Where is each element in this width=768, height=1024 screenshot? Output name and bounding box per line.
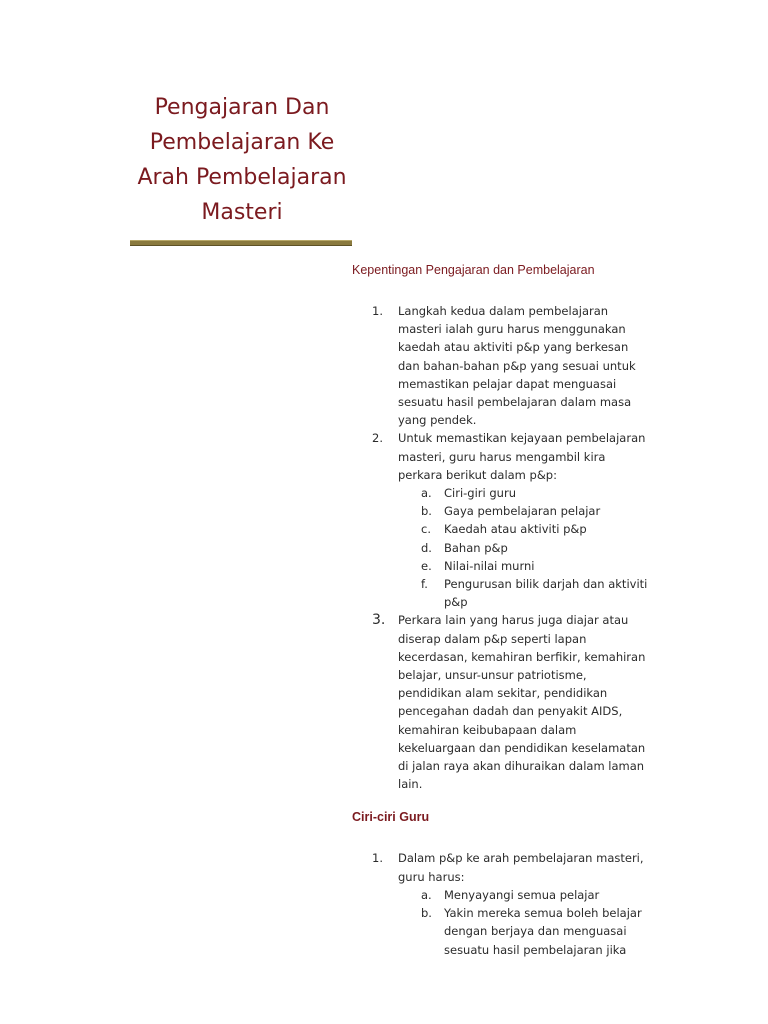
main-content: [352, 256, 652, 959]
section-heading-ciri-ciri-guru: Ciri-ciri Guru: [352, 810, 430, 825]
list-item-text: Perkara lain yang harus juga diajar atau diserap dalam p&p seperti lapan kecerdasan, kemahiran berfikir, kemahiran belajar, unsur-unsur patriotisme, pendidikan alam sekitar, pendidikan pencegahan dadah dan penyakit AIDS, kemahiran keibubapaan dalam kekeluargaan dan pendidikan keselamatan di jalan raya akan dihuraikan dalam laman lain.: [398, 613, 646, 792]
sub-list-text: Gaya pembelajaran pelajar: [444, 504, 601, 519]
page-title: Pengajaran Dan Pembelajaran Ke Arah Pembelajaran Masteri: [137, 95, 347, 225]
sub-list-letter: e.: [421, 558, 432, 573]
sub-list-letter: d.: [421, 540, 432, 555]
sub-list-text: Pengurusan bilik darjah dan aktiviti p&p: [444, 577, 648, 610]
sub-list-letter: f.: [421, 577, 428, 592]
sub-list-text: Bahan p&p: [444, 540, 508, 555]
sub-list: [398, 886, 652, 959]
sub-list-text: Ciri-giri guru: [444, 486, 516, 501]
sub-list: [398, 484, 652, 611]
sub-list-item: [398, 557, 652, 575]
list-item: [352, 429, 652, 611]
kepentingan-list: [352, 302, 652, 793]
list-item: [352, 302, 652, 429]
sub-list-item: [398, 520, 652, 538]
sub-list-letter: b.: [421, 504, 432, 519]
sub-list-letter: a.: [421, 887, 432, 902]
list-number: 1.: [372, 304, 383, 318]
list-item-text: Untuk memastikan kejayaan pembelajaran masteri, guru harus mengambil kira perkara berikut dalam p&p:: [398, 431, 646, 482]
list-number: 1.: [372, 851, 383, 866]
sub-list-item: [398, 484, 652, 502]
list-item: [352, 611, 652, 793]
title-block: [130, 90, 354, 246]
list-number: 3.: [372, 612, 386, 629]
sub-list-letter: a.: [421, 486, 432, 501]
ciri-ciri-guru-list: [352, 849, 652, 958]
sub-list-text: Menyayangi semua pelajar: [444, 887, 600, 902]
list-item-text: Dalam p&p ke arah pembelajaran masteri, guru harus:: [398, 851, 644, 884]
sub-list-item: [398, 575, 652, 611]
list-item-text: Langkah kedua dalam pembelajaran masteri ialah guru harus menggunakan kaedah atau aktiviti p&p yang berkesan dan bahan-bahan p&p yang sesuai untuk memastikan pelajar dapat menguasai sesuatu hasil pembelajaran dalam masa yang pendek.: [398, 304, 636, 428]
sub-list-letter: c.: [421, 522, 431, 537]
sub-list-item: [398, 886, 652, 904]
sub-list-text: Kaedah atau aktiviti p&p: [444, 522, 587, 537]
sub-list-text: Yakin mereka semua boleh belajar dengan berjaya dan menguasai sesuatu hasil pembelajaran jika: [444, 906, 642, 957]
sub-list-item: [398, 502, 652, 520]
sub-list-item: [398, 904, 652, 959]
title-divider: [130, 240, 352, 246]
section-heading-kepentingan: Kepentingan Pengajaran dan Pembelajaran: [352, 263, 595, 277]
sub-list-text: Nilai-nilai murni: [444, 558, 535, 573]
list-item: [352, 849, 652, 958]
sub-list-item: [398, 539, 652, 557]
sub-list-letter: b.: [421, 906, 432, 921]
list-number: 2.: [372, 431, 383, 446]
